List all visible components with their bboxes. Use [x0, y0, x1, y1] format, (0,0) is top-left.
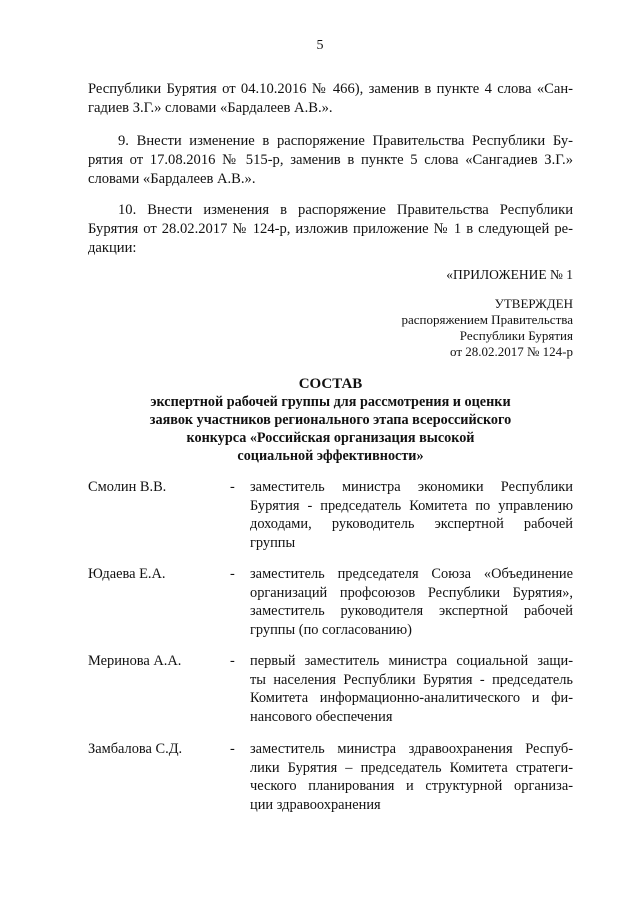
member-role [250, 740, 573, 814]
title-line: конкурса «Российская организация высокой [186, 430, 475, 446]
role-line: группы [250, 534, 296, 551]
member-name: Смолин В.В. [88, 479, 167, 495]
text-line: гадиев З.Г.» словами «Бардалеев А.В.». [88, 100, 333, 116]
approval-line: Республики Бурятия [459, 328, 573, 343]
role-line: заместитель председателя Союза «Объединение [250, 566, 573, 582]
title-heading: СОСТАВ [298, 376, 363, 392]
role-line: группы (по согласованию) [250, 621, 412, 638]
paragraph-9 [88, 132, 573, 189]
paragraph-8-continuation [88, 80, 573, 118]
text-line: 9. Внести изменение в распоряжение Правительства Республики Бу- [118, 133, 573, 149]
text-line: Республики Бурятия от 04.10.2016 № 466), заменив в пункте 4 слова «Сан- [88, 81, 573, 97]
member-dash: - [230, 566, 235, 582]
role-line: ции здравоохранения [250, 796, 381, 813]
text-line: словами «Бардалеев А.В.». [88, 171, 256, 187]
title-line: социальной эффективности» [237, 448, 424, 464]
page-number: 5 [316, 38, 324, 53]
member-role [250, 565, 573, 639]
role-line: организаций профсоюзов Республики Бурятия», [250, 584, 573, 601]
role-line: доходами, руководитель экспертной рабочей [250, 516, 573, 532]
role-line: ческого планирования и структурной организа- [250, 778, 573, 794]
text-line: Бурятия от 28.02.2017 № 124-р, изложив приложение № 1 в следующей ре- [88, 221, 573, 237]
approval-block [313, 296, 573, 360]
role-line: лики Бурятия – председатель Комитета стратеги- [250, 759, 573, 776]
paragraph-10 [88, 201, 573, 258]
role-line: Комитета информационно-аналитического и фи- [250, 690, 573, 706]
member-dash: - [230, 653, 235, 669]
approved-label: УТВЕРЖДЕН [494, 296, 573, 311]
role-line: заместитель руководителя экспертной рабочей [250, 603, 573, 619]
text-line: дакции: [88, 240, 137, 256]
role-line: ты населения Республики Бурятия - председатель [250, 671, 573, 688]
title-line: заявок участников регионального этапа всероссийского [149, 412, 512, 428]
member-name: Меринова А.А. [88, 653, 182, 669]
text-line: рятия от 17.08.2016 № 515-р, заменив в пункте 5 слова «Сангадиев З.Г.» [88, 152, 573, 168]
title-line: экспертной рабочей группы для рассмотрения и оценки [150, 394, 511, 410]
role-line: нансового обеспечения [250, 708, 393, 725]
member-dash: - [230, 479, 235, 495]
role-line: заместитель министра здравоохранения Респуб- [250, 741, 573, 757]
member-role [250, 478, 573, 552]
document-title [88, 375, 573, 465]
approval-date: от 28.02.2017 № 124-р [450, 344, 573, 359]
member-role [250, 652, 573, 726]
text-line: 10. Внести изменения в распоряжение Правительства Республики [118, 202, 573, 218]
role-line: заместитель министра экономики Республики [250, 479, 573, 495]
role-line: Бурятия - председатель Комитета по управлению [250, 497, 573, 514]
appendix-label: «ПРИЛОЖЕНИЕ № 1 [446, 267, 573, 282]
member-name: Юдаева Е.А. [88, 566, 166, 582]
role-line: первый заместитель министра социальной защи- [250, 653, 573, 669]
member-name: Замбалова С.Д. [88, 741, 183, 757]
member-dash: - [230, 741, 235, 757]
approval-line: распоряжением Правительства [401, 312, 573, 327]
